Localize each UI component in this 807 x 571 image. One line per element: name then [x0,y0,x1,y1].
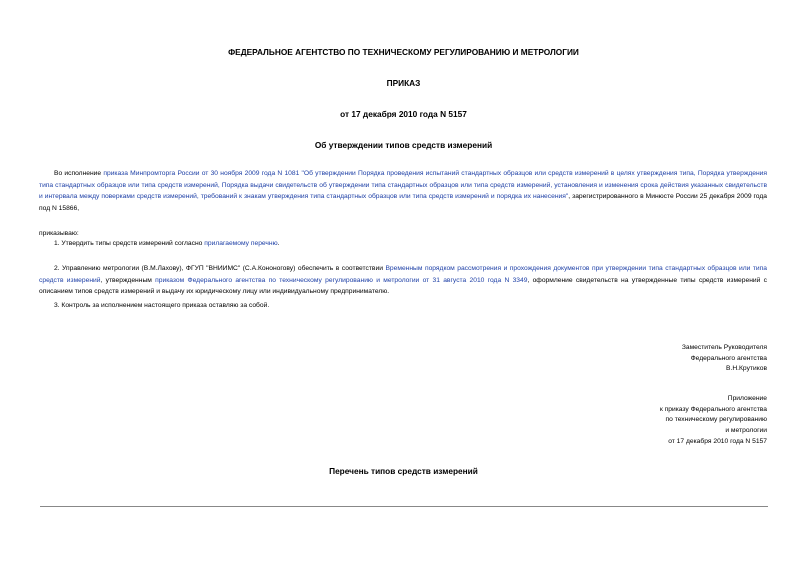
preamble-paragraph [39,168,767,215]
signature-position: Заместитель Руководителя [681,344,767,351]
signature-name: В.Н.Крутиков [726,365,767,373]
preamble-tail: , зарегистрированного в Минюсте России 25 декабря 2009 года под N 15866, [39,193,768,213]
item-2-lead: 2. Управлению метрологии (В.М.Лахову), ФГУП "ВНИИМС" (С.А.Кононогову) обеспечить в соответствии [54,265,386,272]
item-1-tail: . [277,240,280,247]
item-2-tail: , оформление свидетельств на утвержденные типы средств измерений с описанием типов средств измерений и выдачу их юридическому лицу или индивидуальному предпринимателю. [39,276,767,296]
list-title: Перечень типов средств измерений [329,466,478,476]
item-2-procedure-link[interactable]: Временным порядком рассмотрения и прохождения документов при утверждении типа стандартных образцов или типа средств измерений [39,265,768,284]
item-2-order-link[interactable]: приказом Федерального агентства по техническому регулированию и метрологии от 31 августа 2010 года N 3349 [155,276,528,284]
item-1 [54,240,279,247]
item-1-lead: 1. Утвердить типы средств измерений согласно [54,240,205,247]
order-word: приказываю: [39,230,79,237]
appendix-block [660,394,767,448]
preamble-lead: Во исполнение [54,170,104,177]
appendix-label: Приложение [727,395,767,402]
item-2-mid: , утвержденным [100,276,156,284]
document-subject: Об утверждении типов средств измерений [314,140,493,150]
agency-title: ФЕДЕРАЛЬНОЕ АГЕНТСТВО ПО ТЕХНИЧЕСКОМУ РЕГУЛИРОВАНИЮ И МЕТРОЛОГИИ [228,47,579,57]
document-type: ПРИКАЗ [386,78,421,88]
signature-block [682,343,767,375]
preamble-order-link[interactable]: приказа Минпромторга России от 30 ноября 2009 года N 1081 "Об утверждении Порядка проведения испытаний стандартных образцов или средств измерений в целях утверждения типа, Порядка утверждения типа стандартных образцов или типа средств измерений, Порядка выдачи свидетельств об утверждении типа стандартных образцов или типа средств измерений, установления и изменения срока действия указанных свидетельств и интервала между поверками средств измерений, требований к знакам утверждения типа стандартных образцов или типа средств измерений и порядка их нанесения" [39,170,767,201]
appendix-line-3: по техническому регулированию [665,416,767,424]
appendix-line-2: к приказу Федерального агентства [659,405,767,413]
signature-agency: Федерального агентства [690,354,767,362]
item-1-list-link[interactable]: прилагаемому перечню [204,240,278,247]
bottom-divider [40,506,768,507]
document-date-number: от 17 декабря 2010 года N 5157 [340,109,467,119]
item-3: 3. Контроль за исполнением настоящего приказа оставляю за собой. [54,302,270,309]
appendix-line-4: и метрологии [725,427,767,435]
item-2 [39,263,767,298]
appendix-line-5: от 17 декабря 2010 года N 5157 [668,437,767,445]
